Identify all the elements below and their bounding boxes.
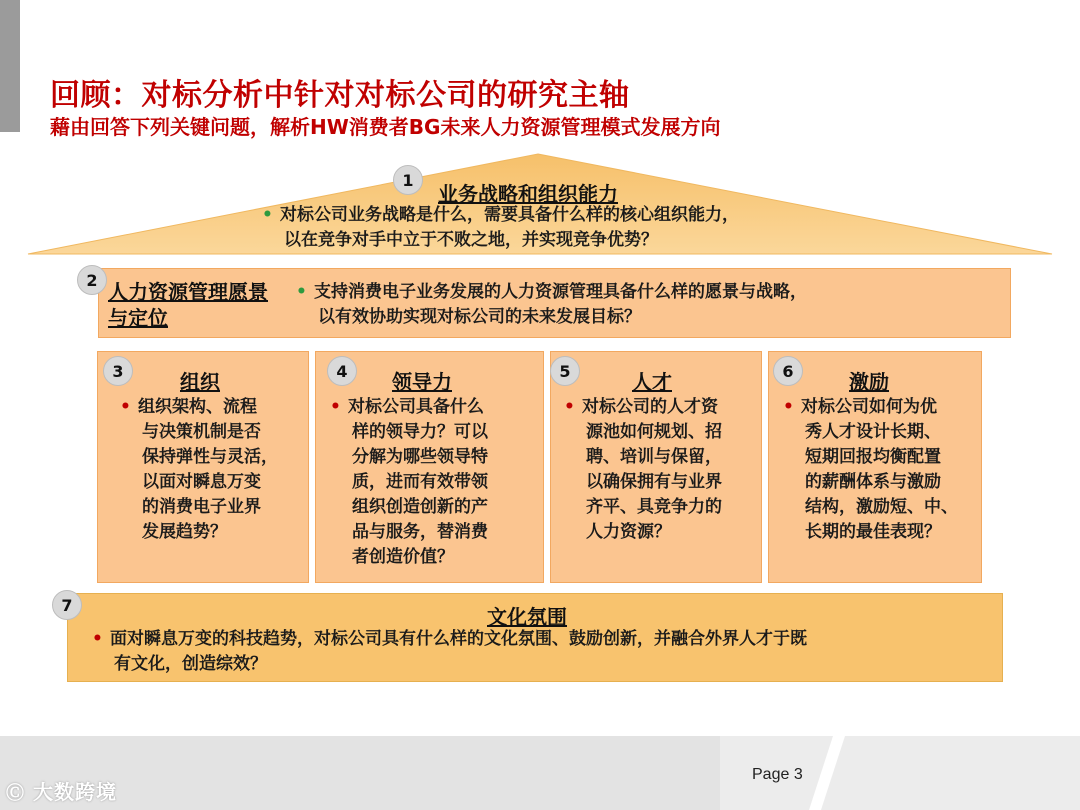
- badge-2: 2: [77, 265, 107, 295]
- leadership-text: • 对标公司具备什么 样的领导力？可以 分解为哪些领导特 质，进而有效带领 组织创造创新的产 品与服务，替消费 者创造价值？: [330, 397, 488, 567]
- footer-slash: [805, 736, 865, 810]
- badge-7: 7: [52, 590, 82, 620]
- page-subtitle: 藉由回答下列关键问题，解析HW消费者BG未来人力资源管理模式发展方向: [50, 115, 721, 139]
- badge-3: 3: [103, 356, 133, 386]
- badge-4: 4: [327, 356, 357, 386]
- page-number: Page 3: [752, 766, 803, 783]
- leadership-heading: 领导力: [392, 370, 452, 394]
- badge-5: 5: [550, 356, 580, 386]
- bullet-icon: •: [120, 397, 131, 417]
- vision-heading: 人力资源管理愿景与定位: [108, 280, 268, 330]
- logo-mark-icon: Ⓒ: [6, 783, 25, 804]
- organization-heading: 组织: [180, 370, 220, 394]
- left-accent-bar: [0, 0, 20, 132]
- bullet-icon: •: [783, 397, 794, 417]
- watermark-logo: Ⓒ 大数跨境: [6, 780, 117, 804]
- bullet-icon: •: [296, 282, 307, 302]
- talent-text: • 对标公司的人才资 源池如何规划、招 聘、培训与保留， 以确保拥有与业界 齐平、具竞争力的 人力资源？: [564, 397, 722, 542]
- organization-text: • 组织架构、流程 与决策机制是否 保持弹性与灵活， 以面对瞬息万变 的消费电子业界 发展趋势？: [120, 397, 278, 542]
- bullet-icon: •: [262, 205, 273, 225]
- bullet-icon: •: [330, 397, 341, 417]
- vision-text: • 支持消费电子业务发展的人力资源管理具备什么样的愿景与战略， 以有效协助实现对标公司的未来发展目标？: [296, 282, 807, 327]
- page-title: 回顾：对标分析中针对对标公司的研究主轴: [50, 78, 630, 113]
- culture-text: • 面对瞬息万变的科技趋势，对标公司具有什么样的文化氛围、鼓励创新，并融合外界人才于既 有文化，创造综效？: [92, 629, 807, 674]
- roof-heading: 业务战略和组织能力: [438, 182, 618, 206]
- incentive-text: • 对标公司如何为优 秀人才设计长期、 短期回报均衡配置 的薪酬体系与激励 结构，激励短、中、 长期的最佳表现？: [783, 397, 958, 542]
- incentive-heading: 激励: [849, 370, 889, 394]
- bullet-icon: •: [92, 629, 103, 649]
- badge-1: 1: [393, 165, 423, 195]
- bullet-icon: •: [564, 397, 575, 417]
- badge-6: 6: [773, 356, 803, 386]
- culture-heading: 文化氛围: [487, 605, 567, 629]
- roof-text: • 对标公司业务战略是什么，需要具备什么样的核心组织能力， 以在竞争对手中立于不败之地，并实现竞争优势？: [262, 205, 739, 250]
- talent-heading: 人才: [632, 370, 672, 394]
